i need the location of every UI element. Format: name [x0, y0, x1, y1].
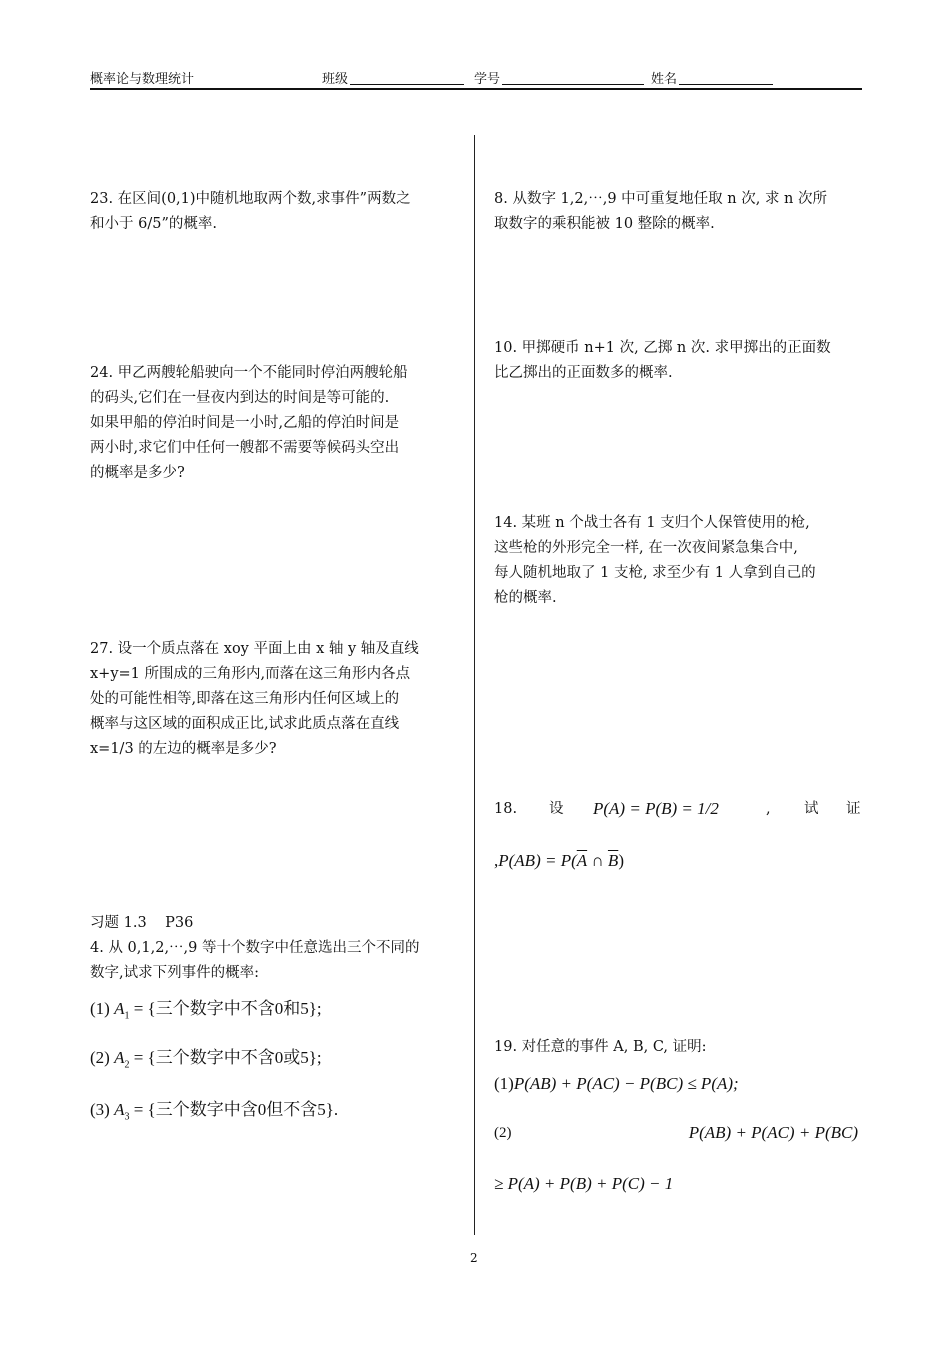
question-19-part-1: (1)P(AB) + P(AC) − P(BC) ≤ P(A); [494, 1074, 739, 1093]
question-18-shi: 试 [804, 801, 819, 817]
question-18-equation-2: $,P(AB) = P(\overline{A}$ ∩ $\overline{B}$) [494, 851, 624, 870]
question-27-line: 27. 设一个质点落在 xoy 平面上由 x 轴 y 轴及直线 [90, 641, 419, 657]
question-24-line: 的概率是多少? [90, 465, 185, 481]
question-14-line: 每人随机地取了 1 支枪, 求至少有 1 人拿到自己的 [494, 565, 816, 581]
question-24-line: 的码头,它们在一昼夜内到达的时间是等可能的. [90, 390, 390, 406]
question-19-part-2-continued: ≥ P(A) + P(B) + P(C) − 1 [494, 1174, 674, 1193]
question-10-line: 10. 甲掷硬币 n+1 次, 乙掷 n 次. 求甲掷出的正面数 [494, 340, 831, 356]
question-27-line: x+y=1 所围成的三角形内,而落在这三角形内各点 [90, 666, 411, 682]
question-18-comma: , [766, 801, 771, 817]
question-18-equation-1: P(A) = P(B) = 1/2 [593, 799, 719, 818]
question-24-line: 24. 甲乙两艘轮船驶向一个不能同时停泊两艘轮船 [90, 365, 408, 381]
question-4-item-2: (2) $A_2$ = {三个数字中不含0或5}; [90, 1048, 322, 1071]
question-4-line: 4. 从 0,1,2,⋯,9 等十个数字中任意选出三个不同的 [90, 940, 420, 956]
question-8-line: 8. 从数字 1,2,⋯,9 中可重复地任取 n 次, 求 n 次所 [494, 191, 827, 207]
header-rule [90, 88, 862, 90]
question-24-line: 两小时,求它们中任何一艘都不需要等候码头空出 [90, 440, 400, 456]
column-divider [474, 135, 475, 1235]
question-4-item-1: (1) $A_1$ = {三个数字中不含0和5}; [90, 999, 322, 1022]
question-24-line: 如果甲船的停泊时间是一小时,乙船的停泊时间是 [90, 415, 400, 431]
class-label: 班级 [322, 72, 349, 87]
page-header [90, 68, 862, 90]
question-19-text: 19. 对任意的事件 A, B, C, 证明: [494, 1039, 707, 1055]
question-18-line-1 [494, 796, 862, 824]
student-id-blank [502, 84, 644, 85]
question-4-item-3: (3) $A_3$ = {三个数字中含0但不含5}. [90, 1100, 339, 1123]
question-27 [90, 637, 419, 762]
question-14-line: 枪的概率. [494, 590, 557, 606]
question-19 [494, 1035, 707, 1060]
class-blank [350, 84, 464, 85]
question-24 [90, 361, 408, 486]
student-id-label: 学号 [474, 72, 501, 87]
section-heading: 习题 1.3 P36 [90, 915, 194, 931]
question-27-line: x=1/3 的左边的概率是多少? [90, 741, 277, 757]
question-8-line: 取数字的乘积能被 10 整除的概率. [494, 216, 715, 232]
page-number: 2 [470, 1251, 478, 1265]
name-label: 姓名 [651, 72, 678, 87]
question-14-line: 这些枪的外形完全一样, 在一次夜间紧急集合中, [494, 540, 798, 556]
question-14-line: 14. 某班 n 个战士各有 1 支归个人保管使用的枪, [494, 515, 810, 531]
question-8 [494, 187, 827, 237]
question-23-line: 和小于 6/5”的概率. [90, 216, 217, 232]
question-4-line: 数字,试求下列事件的概率: [90, 965, 259, 981]
question-10-line: 比乙掷出的正面数多的概率. [494, 365, 673, 381]
question-10 [494, 336, 831, 386]
exercise-section [90, 911, 420, 986]
question-18-number: 18. [494, 801, 518, 817]
question-14 [494, 511, 816, 611]
course-title: 概率论与数理统计 [90, 72, 195, 87]
question-19-part-2: (2) P(AB) + P(AC) + P(BC) [494, 1123, 858, 1142]
question-27-line: 概率与这区域的面积成正比,试求此质点落在直线 [90, 716, 400, 732]
question-18-she: 设 [549, 801, 564, 817]
question-27-line: 处的可能性相等,即落在这三角形内任何区域上的 [90, 691, 400, 707]
question-23 [90, 187, 411, 237]
name-blank [679, 84, 773, 85]
question-23-line: 23. 在区间(0,1)中随机地取两个数,求事件”两数之 [90, 191, 411, 207]
question-18-zheng: 证 [846, 801, 861, 817]
